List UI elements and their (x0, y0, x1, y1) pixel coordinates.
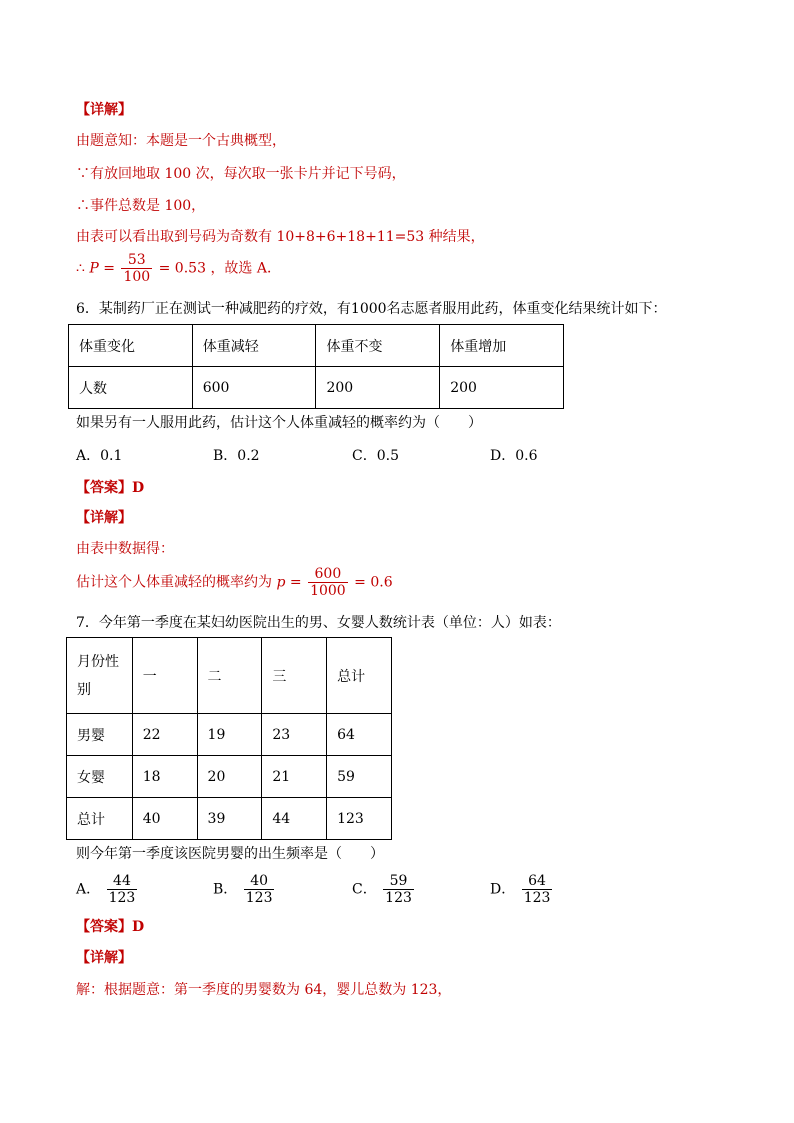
option-b (213, 873, 276, 906)
header-first-part: 月份性 (77, 653, 119, 670)
table-cell: 三 (262, 638, 327, 714)
option-d (490, 873, 554, 906)
table-cell: 44 (262, 798, 327, 840)
table-cell: 21 (262, 756, 327, 798)
table-cell: 总计 (327, 638, 392, 714)
table-cell: 男婴 (67, 714, 133, 756)
question-stem: 6．某制药厂正在测试一种减肥药的疗效，有1000名志愿者服用此药，体重变化结果统计如下： (76, 301, 667, 317)
header-first-part: 别 (77, 681, 91, 698)
option-d: D．0.6 (490, 448, 538, 464)
solution-line: 解：根据题意：第一季度的男婴数为 64，婴儿总数为 123， (76, 982, 452, 998)
fraction (121, 252, 152, 285)
fraction (308, 566, 348, 599)
option-label: B． (213, 881, 238, 898)
table-row (69, 367, 564, 409)
table-cell: 人数 (69, 367, 193, 409)
table-cell: 40 (132, 798, 197, 840)
option-label: D． (490, 881, 516, 898)
solution-line: ∴事件总数是 100， (76, 198, 206, 214)
denominator: 123 (245, 890, 273, 906)
solution-line: 由表中数据得： (76, 541, 174, 557)
table-row (67, 798, 392, 840)
probability-formula (76, 252, 281, 285)
option-b: B．0.2 (213, 448, 260, 464)
equals-sign: = (289, 574, 302, 591)
table-row (67, 714, 392, 756)
option-a (76, 873, 139, 906)
answer-label: 【答案】D (76, 480, 145, 496)
table-header-row (69, 325, 564, 367)
table-row (67, 756, 392, 798)
solution-line: 由题意知：本题是一个古典概型， (76, 133, 286, 149)
table-cell: 二 (197, 638, 262, 714)
formula-suffix: ，故选 A． (210, 260, 281, 277)
detail-label: 【详解】 (76, 510, 132, 526)
fraction (107, 873, 138, 906)
table-cell: 女婴 (67, 756, 133, 798)
denominator: 100 (123, 269, 151, 285)
denominator: 123 (385, 890, 412, 906)
table-cell: 总计 (67, 798, 133, 840)
numerator: 53 (121, 252, 152, 269)
solution-line: ∵有放回地取 100 次，每次取一张卡片并记下号码， (76, 166, 406, 182)
table-cell: 200 (440, 367, 564, 409)
detail-label: 【详解】 (76, 950, 132, 966)
table-cell: 一 (132, 638, 197, 714)
therefore-symbol: ∴ (76, 260, 85, 277)
weight-change-table (68, 324, 564, 409)
solution-line: 由表可以看出取到号码为奇数有 10+8+6+18+11=53 种结果， (76, 229, 485, 245)
formula-variable: p (276, 574, 286, 591)
table-cell: 64 (327, 714, 392, 756)
table-cell: 20 (197, 756, 262, 798)
denominator: 1000 (310, 583, 346, 599)
option-c (352, 873, 416, 906)
table-cell (67, 638, 133, 714)
numerator: 59 (383, 873, 414, 890)
option-label: A． (76, 881, 101, 898)
denominator: 123 (108, 890, 136, 906)
probability-formula (76, 566, 393, 599)
table-cell: 59 (327, 756, 392, 798)
table-cell: 19 (197, 714, 262, 756)
numerator: 600 (308, 566, 348, 583)
question-text: 如果另有一人服用此药，估计这个人体重减轻的概率约为（ ） (76, 415, 482, 431)
table-cell: 22 (132, 714, 197, 756)
denominator: 123 (523, 890, 551, 906)
option-c: C．0.5 (352, 448, 399, 464)
option-a: A．0.1 (76, 448, 123, 464)
table-cell: 23 (262, 714, 327, 756)
table-cell: 体重增加 (440, 325, 564, 367)
table-cell: 600 (192, 367, 316, 409)
equals-sign: = (103, 260, 115, 277)
birth-stats-table (66, 637, 392, 840)
formula-text: 估计这个人体重减轻的概率约为 (76, 574, 272, 591)
table-cell: 123 (327, 798, 392, 840)
answer-label: 【答案】D (76, 919, 145, 935)
table-cell: 体重不变 (316, 325, 440, 367)
question-stem: 7．今年第一季度在某妇幼医院出生的男、女婴人数统计表（单位：人）如表： (76, 615, 561, 631)
numerator: 44 (107, 873, 138, 890)
option-label: C． (352, 881, 377, 898)
table-cell: 200 (316, 367, 440, 409)
numerator: 40 (244, 873, 275, 890)
formula-result: = 0.6 (354, 574, 393, 591)
fraction (383, 873, 414, 906)
table-cell: 18 (132, 756, 197, 798)
table-cell: 体重变化 (69, 325, 193, 367)
fraction (244, 873, 275, 906)
question-text: 则今年第一季度该医院男婴的出生频率是（ ） (76, 846, 384, 862)
formula-variable: P (89, 260, 99, 277)
fraction (522, 873, 553, 906)
formula-result: = 0.53 (158, 260, 206, 277)
table-cell: 39 (197, 798, 262, 840)
table-cell: 体重减轻 (192, 325, 316, 367)
table-header-row (67, 638, 392, 714)
detail-label: 【详解】 (76, 102, 132, 118)
numerator: 64 (522, 873, 553, 890)
